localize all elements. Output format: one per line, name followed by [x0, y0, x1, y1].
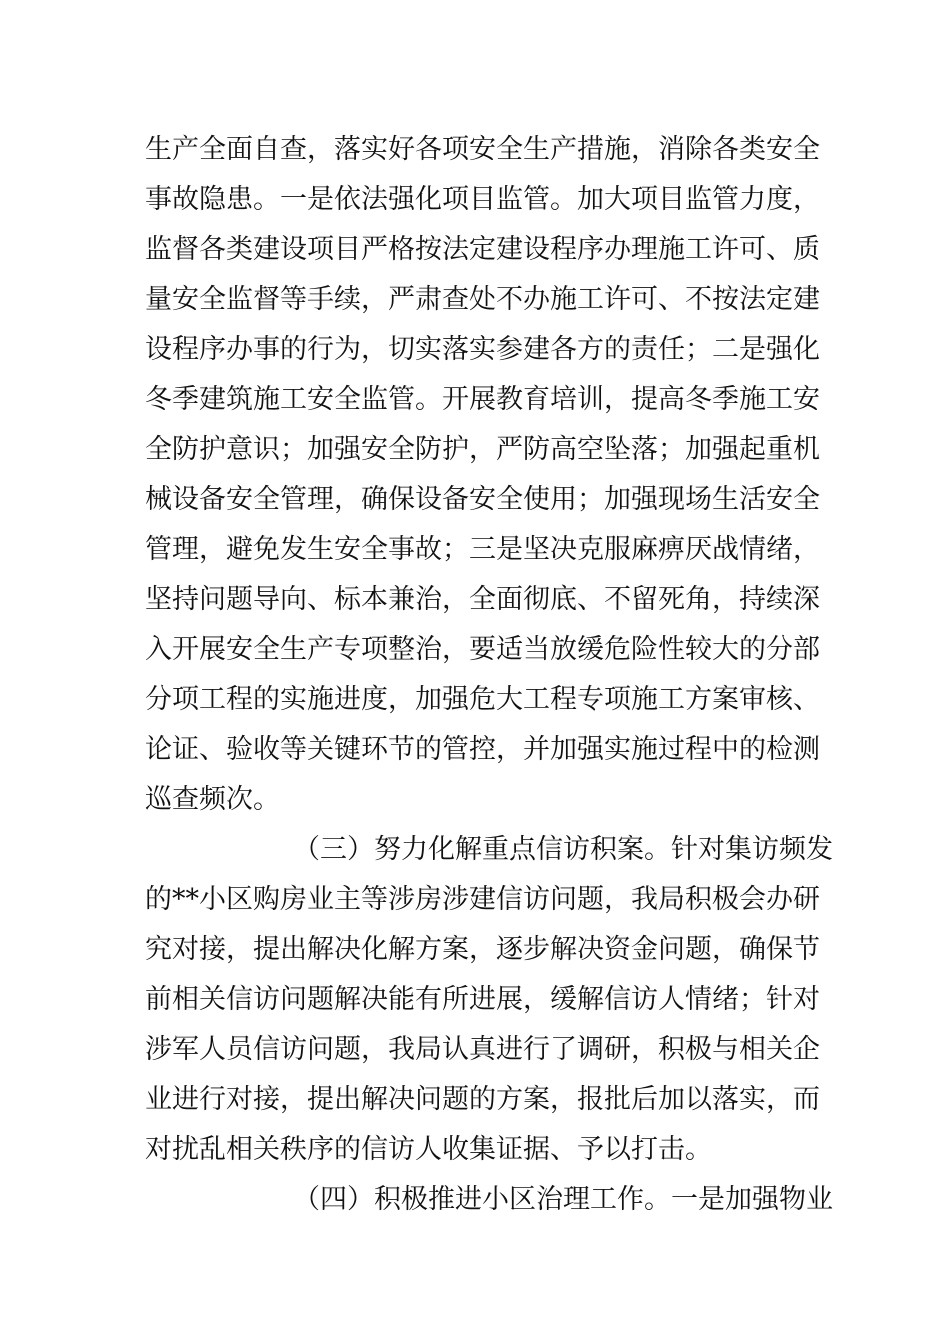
- text-line: 事故隐患。一是依法强化项目监管。加大项目监管力度，: [145, 184, 820, 215]
- text-line: 涉军人员信访问题，我局认真进行了调研，积极与相关企: [145, 1034, 820, 1065]
- text-line: 量安全监督等手续，严肃查处不办施工许可、不按法定建: [145, 284, 820, 315]
- text-line: 究对接，提出解决化解方案，逐步解决资金问题，确保节: [145, 934, 820, 965]
- text-line: 业进行对接，提出解决问题的方案，报批后加以落实，而: [145, 1084, 820, 1115]
- text-line: 监督各类建设项目严格按法定建设程序办理施工许可、质: [145, 234, 820, 265]
- text-line: 的**小区购房业主等涉房涉建信访问题，我局积极会办研: [145, 884, 820, 915]
- text-line: 生产全面自查，落实好各项安全生产措施，消除各类安全: [145, 134, 820, 165]
- text-line: 械设备安全管理，确保设备安全使用；加强现场生活安全: [145, 484, 820, 515]
- section-heading-line: （四）积极推进小区治理工作。一是加强物业: [293, 1184, 833, 1215]
- text-line: 管理，避免发生安全事故；三是坚决克服麻痹厌战情绪，: [145, 534, 820, 565]
- text-line: 全防护意识；加强安全防护，严防高空坠落；加强起重机: [145, 434, 820, 465]
- text-line: 对扰乱相关秩序的信访人收集证据、予以打击。: [145, 1134, 712, 1165]
- document-body: [145, 125, 833, 1225]
- text-line: 分项工程的实施进度，加强危大工程专项施工方案审核、: [145, 684, 820, 715]
- paragraph-petition-cases: [145, 825, 833, 1175]
- text-line: 冬季建筑施工安全监管。开展教育培训，提高冬季施工安: [145, 384, 820, 415]
- paragraph-community-governance: [145, 1175, 833, 1225]
- text-line: 设程序办事的行为，切实落实参建各方的责任；二是强化: [145, 334, 820, 365]
- text-line: 入开展安全生产专项整治，要适当放缓危险性较大的分部: [145, 634, 820, 665]
- text-line: 巡查频次。: [145, 784, 280, 815]
- text-line: 论证、验收等关键环节的管控，并加强实施过程中的检测: [145, 734, 820, 765]
- paragraph-safety-supervision: [145, 125, 820, 825]
- text-line: 坚持问题导向、标本兼治，全面彻底、不留死角，持续深: [145, 584, 820, 615]
- section-heading-line: （三）努力化解重点信访积案。针对集访频发: [293, 834, 833, 865]
- text-line: 前相关信访问题解决能有所进展，缓解信访人情绪；针对: [145, 984, 820, 1015]
